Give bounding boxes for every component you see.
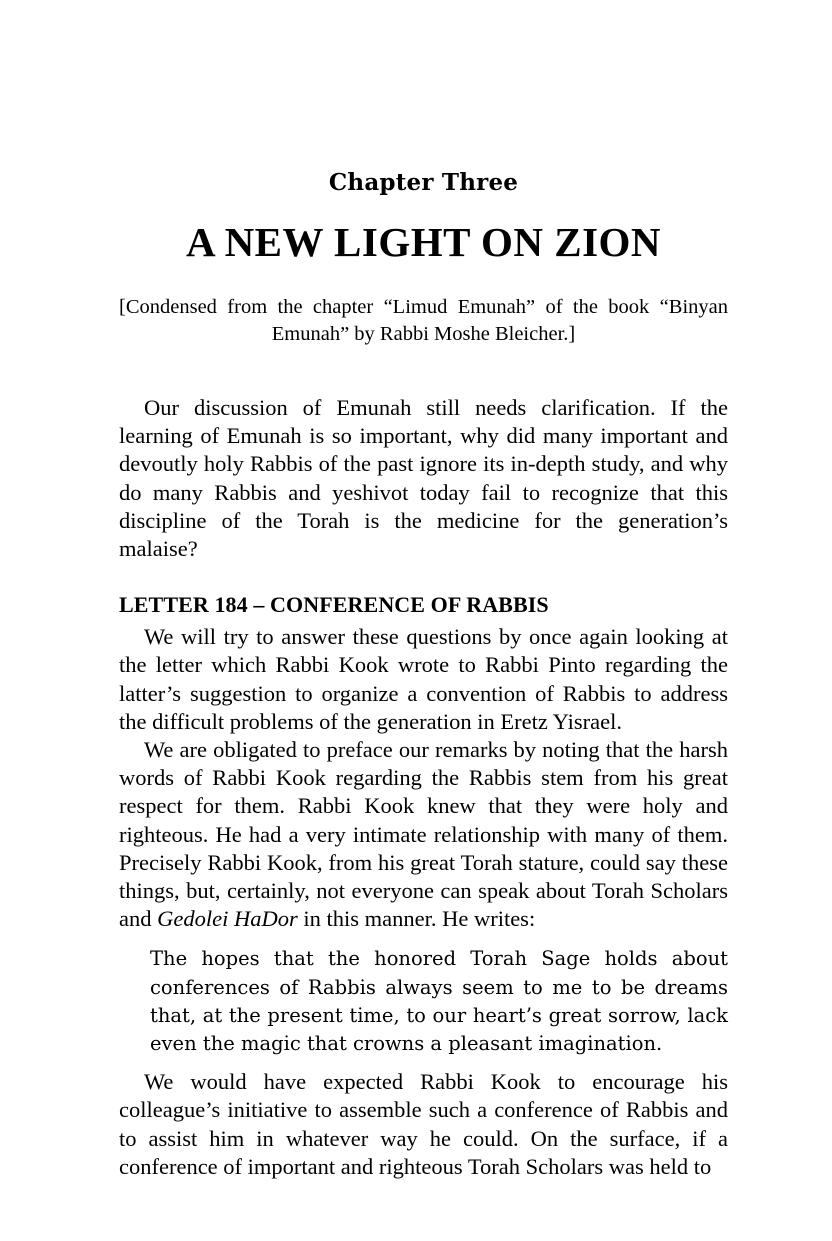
paragraph-preface-part1: We are obligated to preface our remarks by noting that the harsh words of Rabbi Kook regarding the Rabbis stem from his great respect for them. Rabbi Kook knew that they were holy and righteous. He had a very intimate relationship with many of them. Precisely Rabbi Kook, from his great Torah stature, could say these things, but, certainly, not everyone can speak about Torah Scholars and bbox=[119, 737, 728, 932]
paragraph-expectation: We would have expected Rabbi Kook to encourage his colleague’s initiative to assemble such a conference of Rabbis and to assist him in whatever way he could. On the surface, if a conference of important and righteous Torah Scholars was held to bbox=[119, 1069, 728, 1179]
source-attribution-note: [Condensed from the chapter “Limud Emunah” of the book “Binyan Emunah” by Rabbi Moshe Bleicher.] bbox=[119, 296, 728, 345]
chapter-label: Chapter Three bbox=[328, 169, 519, 196]
page-title: A NEW LIGHT ON ZION bbox=[185, 219, 662, 265]
paragraph-preface bbox=[119, 736, 728, 933]
block-quote-rabbi-kook: The hopes that the honored Torah Sage holds about conferences of Rabbis always seem to me to be dreams that, at the present time, to our heart’s great sorrow, lack even the magic that crowns a pleasant imagination. bbox=[150, 947, 728, 1056]
section-heading-letter-184: LETTER 184 – CONFERENCE OF RABBIS bbox=[119, 592, 549, 618]
paragraph-intro: Our discussion of Emunah still needs clarification. If the learning of Emunah is so important, why did many important and devoutly holy Rabbis of the past ignore its in-depth study, and why do many Rabbis and yeshivot today fail to recognize that this discipline of the Torah is the medicine for the generation’s malaise? bbox=[119, 395, 728, 562]
text-column bbox=[119, 0, 728, 1181]
paragraph-preface-part2: in this manner. He writes: bbox=[297, 906, 536, 932]
paragraph-answer-attempt: We will try to answer these questions by once again looking at the letter which Rabbi Kook wrote to Rabbi Pinto regarding the latter’s suggestion to organize a convention of Rabbis to address the difficult problems of the generation in Eretz Yisrael. bbox=[119, 624, 728, 734]
paragraph-preface-italic-term: Gedolei HaDor bbox=[157, 906, 298, 932]
